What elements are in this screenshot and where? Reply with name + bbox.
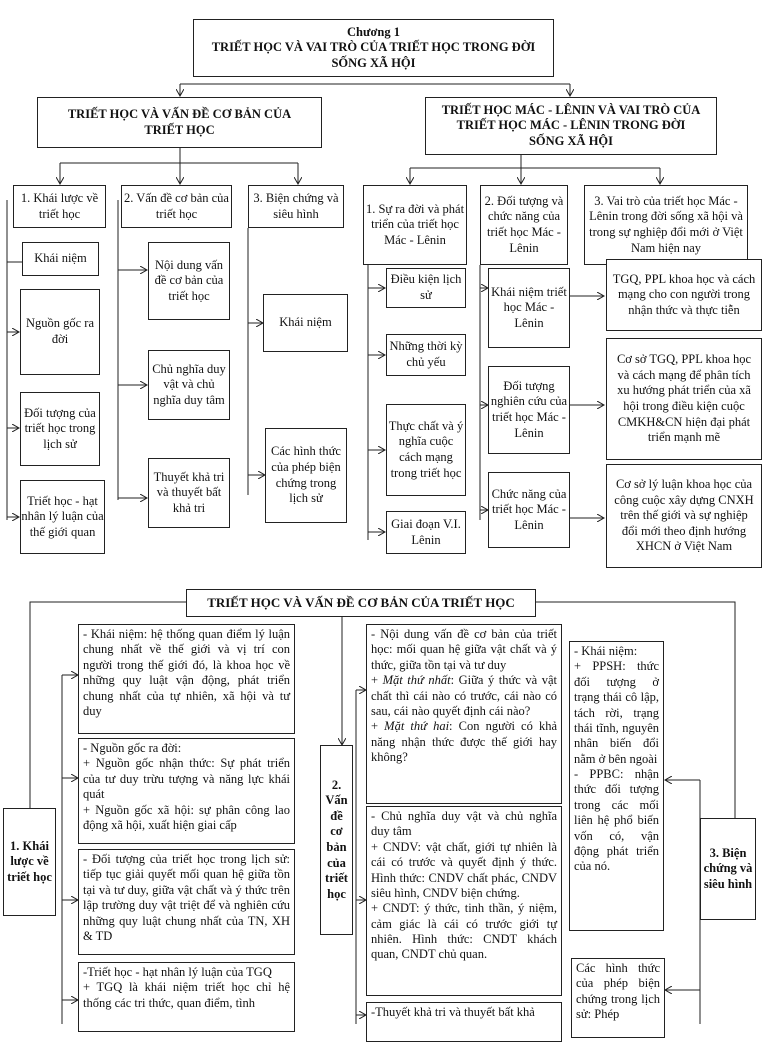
r2-item-label: Đối tượng nghiên cứu của triết học Mác - Lênin [490, 378, 568, 440]
col1-khai-niem: - Khái niệm: hệ thống quan điểm lý luận chung nhất về thế giới và vị trí con người trong thế giới đó, là khoa học về những quy luật vận động, phát triển chung nhất của tự nhiên, xã hội và tư duy [78, 624, 295, 734]
side-box-1 [3, 808, 56, 916]
r1-item-label: Giai đoạn V.I. Lênin [391, 516, 461, 547]
l2-item-label: Thuyết khả tri và thuyết bất khả tri [153, 469, 225, 515]
node-r1-label: 1. Sự ra đời và phát triển của triết học Mác - Lênin [365, 201, 465, 247]
l1-item [20, 289, 100, 375]
chapter-label: Chương 1 [347, 24, 400, 39]
l1-item [22, 242, 99, 276]
node-r3-label: 3. Vai trò của triết học Mác - Lênin trong đời sống xã hội và trong sự nghiệp đổi mới ở Việt Nam hiện nay [589, 193, 743, 255]
r3-item-label: Cơ sở TGQ, PPL khoa học và cách mạng để phân tích xu hướng phát triển của xã hội trong điều kiện cuộc CMKH&CN hiện đại phát triển mạnh mẽ [616, 352, 752, 445]
l2-item-label: Nội dung vấn đề cơ bản của triết học [154, 257, 224, 303]
r2-item [488, 472, 570, 548]
r1-item [386, 268, 466, 308]
l1-item-label: Đối tượng của triết học trong lịch sử [24, 405, 96, 451]
col2-plus-1: + [371, 673, 383, 688]
r1-item [386, 334, 466, 376]
r1-item-label: Những thời kỳ chủ yếu [389, 339, 463, 369]
r1-item [386, 511, 466, 554]
node-r3 [584, 185, 748, 265]
l2-item [148, 242, 230, 320]
r3-item [606, 464, 762, 568]
right-branch-box [425, 97, 717, 155]
side-box-3 [700, 818, 756, 920]
l2-item [148, 350, 230, 420]
col2-kha-tri: -Thuyết khả tri và thuyết bất khả [366, 1002, 562, 1042]
right-branch-title: TRIẾT HỌC MÁC - LÊNIN VÀ VAI TRÒ CỦA TRIẾT HỌC MÁC - LÊNIN TRONG ĐỜI SỐNG XÃ HỘI [441, 102, 701, 148]
r3-item [606, 259, 762, 331]
node-l1 [13, 185, 106, 228]
l3-item [265, 428, 347, 523]
node-l2 [121, 185, 232, 228]
l1-item-label: Khái niệm [34, 251, 87, 266]
chapter-title-box [193, 19, 554, 77]
l3-item-label: Khái niệm [279, 315, 332, 330]
bottom-title-box [186, 589, 536, 617]
l1-item [20, 392, 100, 466]
bottom-title: TRIẾT HỌC VÀ VẤN ĐỀ CƠ BẢN CỦA TRIẾT HỌC [207, 594, 515, 610]
col1-triet-hoc-tgq: -Triết học - hạt nhân lý luận của TGQ + TGQ là khái niệm triết học chỉ hệ thống các tri thức, quan điểm, tình [78, 962, 295, 1032]
left-branch-box [37, 97, 322, 148]
node-l1-label: 1. Khái lược về triết học [20, 190, 99, 221]
col3-khai-niem: - Khái niệm: + PPSH: thức đối tượng ở trạng thái cô lập, tách rời, trạng thái tĩnh, nguyên nhân biến đổi nằm ở bên ngoài - PPBC: nhận thức đối tượng trong các mối liên hệ phổ biến vốn có, vận động phát triển của nó. [569, 641, 664, 931]
chapter-title: TRIẾT HỌC VÀ VAI TRÒ CỦA TRIẾT HỌC TRONG ĐỜI SỐNG XÃ HỘI [211, 40, 536, 70]
r1-item [386, 404, 466, 496]
l1-item-label: Nguồn gốc ra đời [25, 316, 95, 346]
r2-item-label: Chức năng của triết học Mác - Lênin [491, 486, 567, 532]
node-l3 [248, 185, 344, 228]
side-box-2 [320, 745, 353, 935]
col2-duy-vat-duy-tam: - Chủ nghĩa duy vật và chủ nghĩa duy tâm + CNDV: vật chất, giới tự nhiên là cái có trước và quyết định ý thức. Hình thức: CNDV chất phác, CNDV siêu hình, CNDV biện chứng. + CNDT: ý thức, tinh thần, ý niệm, cảm giác là cái có trước giới tự nhiên. Hình thức: CNDT khách quan, CNDT chủ quan. [366, 806, 562, 996]
l2-item [148, 458, 230, 528]
left-branch-title: TRIẾT HỌC VÀ VẤN ĐỀ CƠ BẢN CỦA TRIẾT HỌC [67, 106, 292, 137]
col2-first-label: Mặt thứ nhất [382, 673, 451, 688]
col2-main-text: - Nội dung vấn đề cơ bản của triết học: mối quan hệ giữa vật chất và ý thức, giữa tồn tại và tư duy [371, 627, 557, 672]
col3-hinh-thuc: Các hình thức của phép biện chứng trong lịch sử: Phép [571, 958, 665, 1038]
node-r2 [480, 185, 568, 265]
l1-item [20, 480, 105, 554]
col2-noi-dung [366, 624, 562, 804]
node-l3-label: 3. Biện chứng và siêu hình [253, 190, 339, 221]
r1-item-label: Điều kiện lịch sử [390, 272, 462, 302]
side-box-1-label: 1. Khái lược về triết học [7, 838, 52, 884]
r3-item [606, 338, 762, 460]
r2-item [488, 268, 570, 348]
col1-doi-tuong: - Đối tượng của triết học trong lịch sử: tiếp tục giải quyết mối quan hệ giữa tồn tại và tư duy, giữa vật chất và ý thức trên lập trường duy vật triệt để và nghiên cứu những quy luật chung nhất của TN, XH & TD [78, 849, 295, 955]
col1-nguon-goc: - Nguồn gốc ra đời: + Nguồn gốc nhận thức: Sự phát triển của tư duy trừu tượng và năng lực khái quát + Nguồn gốc xã hội: sự phân công lao động xã hội, xuất hiện giai cấp [78, 738, 295, 844]
col2-first-text: : Giữa ý thức và vật chất thì cái nào có trước, cái nào có sau, cái nào quyết định cái nào? [371, 673, 557, 718]
node-r1 [363, 185, 467, 265]
col2-second-label: Mặt thứ hai [384, 719, 450, 734]
l2-item-label: Chủ nghĩa duy vật và chủ nghĩa duy tâm [152, 361, 226, 407]
col2-second-text: : Con người có khả năng nhận thức được thế giới hay không? [371, 719, 557, 764]
l1-item-label: Triết học - hạt nhân lý luận của thế giới quan [21, 493, 104, 539]
side-box-2-label: 2. Vấn đề cơ bản của triết học [325, 777, 348, 901]
r2-item-label: Khái niệm triết học Mác - Lênin [491, 284, 567, 330]
node-r2-label: 2. Đối tượng và chức năng của triết học Mác - Lênin [484, 193, 564, 255]
l3-item [263, 294, 348, 352]
r3-item-label: Cơ sở lý luận khoa học của công cuộc xây dựng CNXH trên thế giới và sự nghiệp đổi mới theo định hướng XHCN ở Việt Nam [614, 476, 754, 554]
r2-item [488, 366, 570, 454]
l3-item-label: Các hình thức của phép biện chứng trong lịch sử [271, 444, 341, 506]
col2-plus-2: + [371, 719, 385, 734]
node-l2-label: 2. Vấn đề cơ bản của triết học [124, 190, 229, 221]
r3-item-label: TGQ, PPL khoa học và cách mạng cho con người trong nhận thức và thực tiễn [612, 271, 756, 317]
r1-item-label: Thực chất và ý nghĩa cuộc cách mạng trong triết học [388, 418, 464, 480]
side-box-3-label: 3. Biện chứng và siêu hình [703, 845, 753, 891]
